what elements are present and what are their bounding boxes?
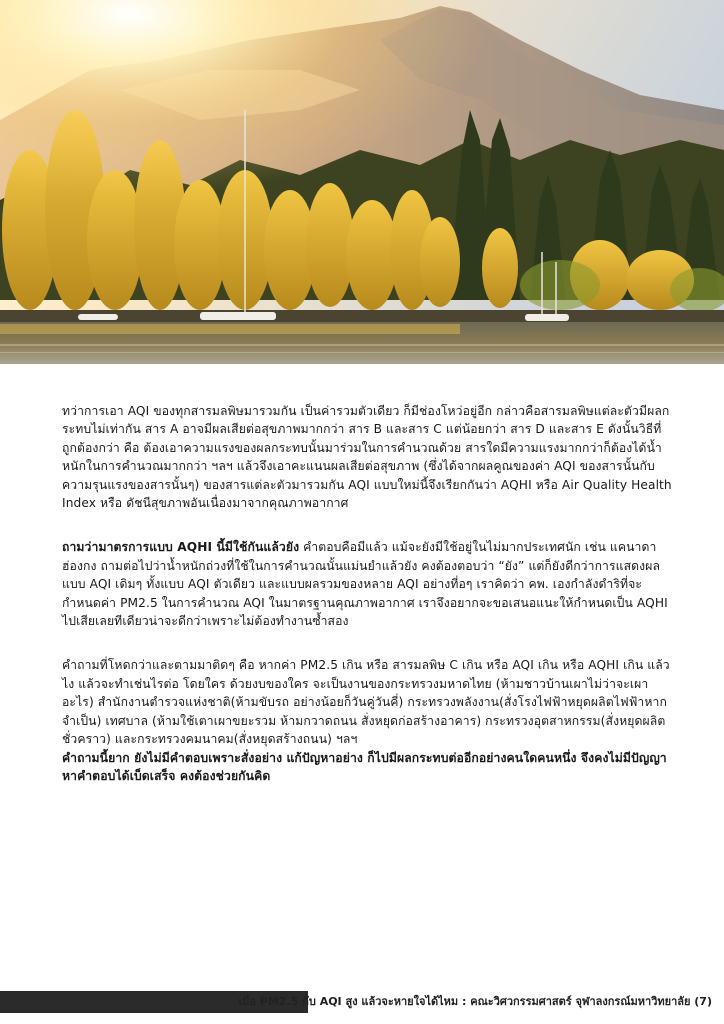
paragraph-conclusion-bold [62, 749, 674, 786]
paragraph-aqhi-intro [62, 402, 674, 512]
paragraph-who-acts [62, 656, 674, 748]
paragraph-text: คำตอบคือมีแล้ว แม้จะยังมีใช้อยู่ในไม่มากประเทศนัก เช่น แคนาดา ฮ่องกง ถามต่อไปว่าน้ำหนักถ่วงที่ใช้ในการคำนวณนั้นแม่นยำแล้วยัง คงต้องตอบว่า “ยัง” แต่ก็ยังดีกว่าการแสดงผลแบบ AQI เดิมๆ ทั้งแบบ AQI ตัวเดียว และแบบผลรวมของหลาย AQI อย่างที่อๆ เราคิดว่า คพ. เองกำลังดำริที่จะกำหนดค่า PM2.5 ในการคำนวณ AQI ในมาตรฐานคุณภาพอากาศ เราจึงอยากจะขอเสนอแนะให้กำหนดเป็น AQHI ไปเสียเลยทีเดียวน่าจะดีกว่าเพราะไม่ต้องทำงานซ้ำสอง [62, 540, 668, 629]
article-body [62, 402, 674, 805]
footer-caption: เมื่อ PM2.5 กับ AQI สูง แล้วจะหายใจได้ไหม : คณะวิศวกรรมศาสตร์ จุฬาลงกรณ์มหาวิทยาลัย (7) [238, 995, 712, 1008]
hero-landscape-image [0, 0, 724, 364]
paragraph-text: คำถามที่โหดกว่าและตามมาติดๆ คือ หากค่า PM2.5 เกิน หรือ สารมลพิษ C เกิน หรือ AQI เกิน หรือ AQHI เกิน แล้วไง แล้วจะทำเช่นไรต่อ โดยใคร ด้วยงบของใคร จะเป็นงานของกระทรวงมหาดไทย (ห้ามชาวบ้านเผาไม่ว่าจะเผาอะไร) สำนักงานตำรวจแห่งชาติ(ห้ามขับรถ อย่างน้อยก็วันคู่วันคี่) กระทรวงพลังงาน(สั่งโรงไฟฟ้าหยุดผลิตไฟฟ้าหากจำเป็น) เทศบาล (ห้ามใช้เตาเผาขยะรวม ห้ามกวาดถนน สั่งหยุดก่อสร้างอาคาร) กระทรวงอุตสาหกรรม(สั่งหยุดผลิตชั่วคราว) และกระทรวงคมนาคม(สั่งหยุดสร้างถนน) ฯลฯ [62, 658, 670, 747]
page-footer [0, 991, 724, 1013]
paragraph-lead-bold: ถามว่ามาตรการแบบ AQHI นี้มีใช้กันแล้วยัง [62, 540, 300, 555]
paragraph-tail-bold: คำถามนี้ยาก ยังไม่มีคำตอบเพราะสั่งอย่าง แก้ปัญหาอย่าง ก็ไปมีผลกระทบต่ออีกอย่างคนใดคนหนึ่ง จึงคงไม่มีปัญญาหาคำตอบได้เบ็ดเสร็จ คงต้องช่วยกันคิด [62, 750, 667, 783]
paragraph-aqhi-usage [62, 538, 674, 630]
paragraph-text: ทว่าการเอา AQI ของทุกสารมลพิษมารวมกัน เป็นค่ารวมตัวเดียว ก็มีช่องโหว่อยู่อีก กล่าวคือสารมลพิษแต่ละตัวมีผลกระทบไม่เท่ากัน สาร A อาจมีผลเสียต่อสุขภาพมากกว่า สาร B และสาร C แต่น้อยกว่า สาร D และสาร E ดังนั้นวิธีที่ถูกต้องกว่า คือ ต้องเอาความแรงของผลกระทบนั้นมาร่วมในการคำนวณด้วย สารใดมีความแรงมากกว่าก็ต้องได้น้ำหนักในการคำนวณมากกว่า ฯลฯ แล้วจึงเอาคะแนนผลเสียต่อสุขภาพ (ซึ่งได้จากผลคูณของค่า AQI ของสารนั้นกับความรุนแรงของสารนั้นๆ) ของสารแต่ละตัวมารวมกัน AQI แบบใหม่นี้จึงเรียกกันว่า AQHI หรือ Air Quality Health Index หรือ ดัชนีสุขภาพอันเนื่องมาจากคุณภาพอากาศ [62, 404, 672, 511]
